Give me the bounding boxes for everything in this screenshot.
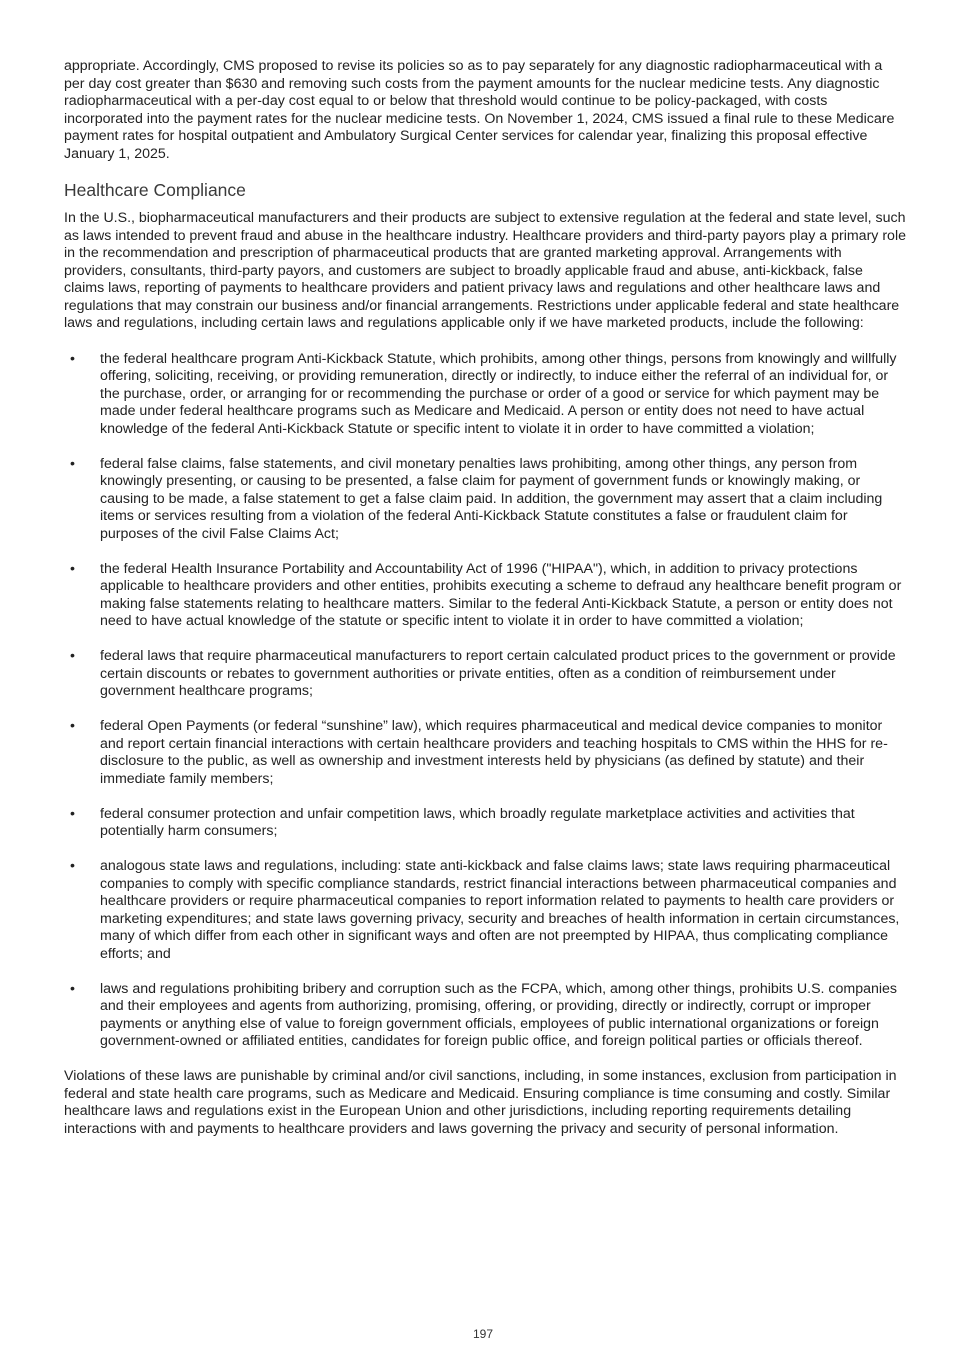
section-heading: Healthcare Compliance [64,180,246,200]
document-page [64,58,906,1138]
bullet-icon: • [70,718,75,734]
bullet-icon: • [70,980,75,997]
page-number: 197 [472,1327,494,1341]
list-item [64,648,906,701]
list-item [64,456,906,544]
list-item-text: federal laws that require pharmaceutical manufacturers to report certain calculated product prices to the government or provide certain discounts or rebates to government authorities or private entities, often as a condition of reimbursement under government healthcare programs; [100,648,896,699]
bullet-icon: • [70,648,75,664]
list-item-text: federal false claims, false statements, and civil monetary penalties laws prohibiting, among other things, any person from knowingly presenting, or causing to be presented, a false claim for payment of government funds or knowingly making, or causing to be made, a false statement to get a false claim paid. In addition, the government may assert that a claim including items or services resulting from a violation of the federal Anti-Kickback Statute constitutes a false or fraudulent claim for purposes of the civil False Claims Act; [100,455,883,542]
list-item-text: the federal Health Insurance Portability and Accountability Act of 1996 ("HIPAA"), which, in addition to privacy protections applicable to healthcare providers and other entities, prohibits executing a scheme to defraud any healthcare benefit program or making false statements relating to healthcare matters. Similar to the federal Anti-Kickback Statute, a person or entity does not need to have actual knowledge of the statute or specific intent to violate it in order to have committed a violation; [100,560,902,629]
restrictions-list [64,351,906,1051]
list-item [64,806,906,841]
list-item-text: analogous state laws and regulations, including: state anti-kickback and false claims laws; state laws requiring pharmaceutical companies to comply with specific compliance standards, restrict financial interactions between pharmaceutical companies and healthcare providers or require pharmaceutical companies to report information related to payments to health care providers or marketing expenditures; and state laws governing privacy, security and breaches of health information in certain circumstances, many of which differ from each other in significant ways and often are not preempted by HIPAA, thus complicating compliance efforts; and [100,858,900,962]
bullet-icon: • [70,858,75,874]
list-item [64,561,906,631]
closing-paragraph: Violations of these laws are punishable by criminal and/or civil sanctions, including, in some instances, exclusion from participation in federal and state health care programs, such as Medicare and Medicaid. Ensuring compliance is time consuming and costly. Similar healthcare laws and regulations exist in the European Union and other jurisdictions, including reporting requirements detailing interactions with and payments to healthcare providers and laws governing the privacy and security of personal information. [64,1068,897,1137]
bullet-icon: • [70,455,75,472]
section-lead-paragraph: In the U.S., biopharmaceutical manufacturers and their products are subject to extensive regulation at the federal and state level, such as laws intended to prevent fraud and abuse in the healthcare industry. Healthcare providers and third-party payors play a primary role in the recommendation and prescription of pharmaceutical products that are granted marketing approval. Arrangements with providers, consultants, third-party payors, and customers are subject to broadly applicable fraud and abuse, anti-kickback, false claims laws, reporting of payments to healthcare providers and patient privacy laws and regulations and other healthcare laws and regulations that may constrain our business and/or financial arrangements. Restrictions under applicable federal and state healthcare laws and regulations, including certain laws and regulations applicable only if we have marketed products, include the following: [64,210,906,331]
intro-paragraph: appropriate. Accordingly, CMS proposed to revise its policies so as to pay separately for any diagnostic radiopharmaceutical with a per day cost greater than $630 and removing such costs from the payment amounts for the nuclear medicine tests. Any diagnostic radiopharmaceutical with a per-day cost equal to or below that threshold would continue to be policy-packaged, with costs incorporated into the payment rates for the nuclear medicine tests. On November 1, 2024, CMS issued a final rule to these Medicare payment rates for hospital outpatient and Ambulatory Surgical Center services for calendar year, finalizing this proposal effective January 1, 2025. [64,58,895,162]
list-item-text: federal consumer protection and unfair competition laws, which broadly regulate marketplace activities and activities that potentially harm consumers; [100,805,855,839]
list-item [64,858,906,963]
list-item-text: laws and regulations prohibiting bribery and corruption such as the FCPA, which, among other things, prohibits U.S. companies and their employees and agents from authorizing, promising, offering, or providing, directly or indirectly, corrupt or improper payments or anything else of value to foreign government officials, employees of public international organizations or foreign government-owned or affiliated entities, candidates for foreign public office, and foreign political parties or officials thereof. [100,980,898,1049]
bullet-icon: • [70,805,75,822]
bullet-icon: • [70,350,75,367]
list-item-text: the federal healthcare program Anti-Kickback Statute, which prohibits, among other things, persons from knowingly and willfully offering, soliciting, receiving, or providing remuneration, directly or indirectly, to induce either the referral of an individual for, or the purchase, order, or arranging for or recommending the purchase or order of a good or service for which payment may be made under federal healthcare programs such as Medicare and Medicaid. A person or entity does not need to have actual knowledge of the federal Anti-Kickback Statute or specific intent to violate it in order to have committed a violation; [100,350,897,437]
list-item [64,718,906,788]
list-item [64,981,906,1051]
list-item [64,351,906,439]
bullet-icon: • [70,560,75,577]
list-item-text: federal Open Payments (or federal “sunshine” law), which requires pharmaceutical and medical device companies to monitor and report certain financial interactions with certain healthcare providers and teaching hospitals to CMS within the HHS for re-disclosure to the public, as well as ownership and investment interests held by physicians (as defined by statute) and their immediate family members; [100,718,888,787]
